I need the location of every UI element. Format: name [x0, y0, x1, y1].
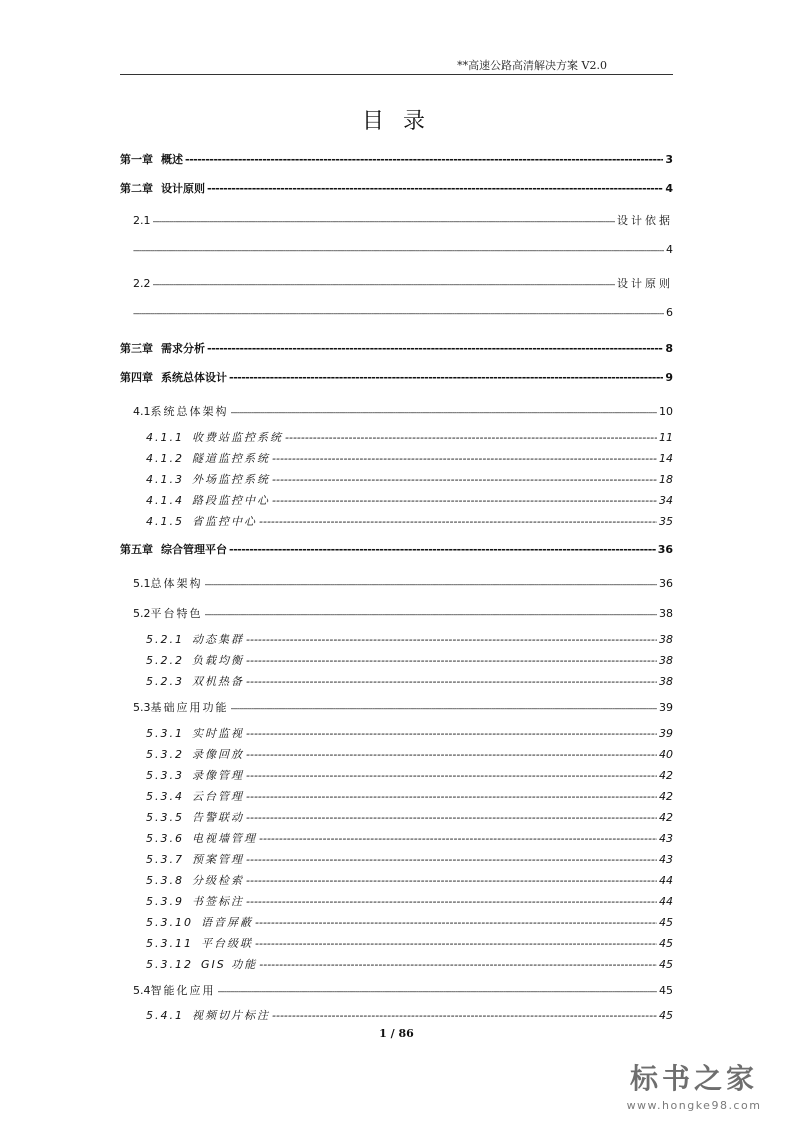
- toc-entry[interactable]: [146, 471, 673, 487]
- toc-entry-number: 4.1: [133, 405, 151, 418]
- toc-entry-number: 5.3.3: [146, 769, 184, 782]
- toc-entry[interactable]: [120, 151, 673, 167]
- toc-dot-leader: [229, 543, 656, 556]
- toc-entry-label: 省监控中心: [192, 515, 257, 528]
- toc-dot-leader: [246, 811, 657, 824]
- toc-entry-page: 18: [659, 473, 673, 486]
- watermark-logo: [609, 1057, 779, 1112]
- toc-entry-page: 45: [659, 958, 673, 971]
- toc-entry-page: 42: [659, 811, 673, 824]
- toc-entry-number: 4.1.4: [146, 494, 184, 507]
- toc-entry[interactable]: [120, 180, 673, 196]
- toc-entry[interactable]: [146, 652, 673, 668]
- watermark-brand: 标书之家: [629, 1062, 758, 1095]
- toc-entry-number: 第一章: [120, 153, 153, 166]
- toc-dot-leader: [272, 494, 657, 507]
- toc-entry-number: 4.1.5: [146, 515, 184, 528]
- toc-entry-number: 5.3.12: [146, 958, 193, 971]
- toc-entry-label: 双机热备: [192, 675, 244, 688]
- toc-entry-number: 4.1.2: [146, 452, 184, 465]
- toc-dot-leader: [259, 832, 657, 845]
- toc-dot-leader: [246, 654, 657, 667]
- toc-entry-number: 5.2: [133, 607, 151, 620]
- toc-entry-page: 40: [659, 748, 673, 761]
- toc-entry-label: 隧道监控系统: [192, 452, 270, 465]
- toc-entry[interactable]: [146, 935, 673, 951]
- toc-entry[interactable]: [146, 830, 673, 846]
- toc-entry-page: 3: [665, 153, 673, 166]
- toc-entry-number: 5.3.1: [146, 727, 184, 740]
- toc-entry[interactable]: [146, 513, 673, 529]
- toc-entry[interactable]: [120, 369, 673, 385]
- toc-entry-label: 外场监控系统: [192, 473, 270, 486]
- toc-dot-leader: [153, 280, 616, 289]
- toc-entry-number: 4.1.3: [146, 473, 184, 486]
- toc-dot-leader: [255, 916, 657, 929]
- toc-entry-number: 5.4.1: [146, 1009, 184, 1022]
- toc-dot-leader: [255, 937, 657, 950]
- toc-entry-label: 录像管理: [192, 769, 244, 782]
- toc-dot-leader: [246, 748, 657, 761]
- toc-entry-page: 39: [659, 701, 673, 714]
- toc-entry[interactable]: [146, 956, 673, 972]
- toc-entry[interactable]: [146, 767, 673, 783]
- toc-entry-continuation[interactable]: [133, 243, 673, 256]
- toc-entry[interactable]: [146, 631, 673, 647]
- toc-entry-page: 8: [665, 342, 673, 355]
- toc-dot-leader: [272, 1009, 657, 1022]
- toc-dot-leader: [133, 309, 664, 318]
- toc-dot-leader: [207, 342, 663, 355]
- toc-dot-leader: [246, 790, 657, 803]
- toc-entry-label: 实时监视: [192, 727, 244, 740]
- toc-title: 目 录: [362, 109, 431, 134]
- toc-dot-leader: [229, 371, 663, 384]
- toc-entry-label: 智能化应用: [150, 984, 216, 997]
- toc-dot-leader: [259, 515, 657, 528]
- toc-entry-label: 电视墙管理: [192, 832, 257, 845]
- toc-entry[interactable]: [146, 746, 673, 762]
- toc-entry-label: 设计依据: [617, 214, 673, 227]
- toc-entry-page: 6: [666, 306, 673, 319]
- toc-entry[interactable]: [133, 403, 673, 419]
- toc-entry-number: 第二章: [120, 182, 153, 195]
- toc-entry[interactable]: [146, 725, 673, 741]
- toc-entry-label: 录像回放: [192, 748, 244, 761]
- toc-entry-label: 告警联动: [192, 811, 244, 824]
- toc-dot-leader: [246, 727, 657, 740]
- toc-entry-label: 负载均衡: [192, 654, 244, 667]
- toc-entry-label: 动态集群: [192, 633, 244, 646]
- toc-entry-number: 第四章: [120, 371, 153, 384]
- toc-dot-leader: [207, 182, 663, 195]
- toc-entry[interactable]: [133, 699, 673, 715]
- toc-dot-leader: [285, 431, 657, 444]
- toc-entry-number: 5.2.1: [146, 633, 184, 646]
- toc-dot-leader: [133, 246, 664, 255]
- toc-entry[interactable]: [120, 541, 673, 557]
- toc-entry-page: 39: [659, 727, 673, 740]
- toc-entry-page: 4: [666, 243, 673, 256]
- toc-entry-number: 5.3.7: [146, 853, 184, 866]
- toc-entry-label: 云台管理: [192, 790, 244, 803]
- toc-entry-continuation[interactable]: [133, 306, 673, 319]
- toc-dot-leader: [272, 473, 657, 486]
- toc-entry-label: 总体架构: [150, 577, 203, 590]
- toc-entry[interactable]: [146, 450, 673, 466]
- toc-entry-label: 路段监控中心: [192, 494, 270, 507]
- toc-entry-number: 5.3.9: [146, 895, 184, 908]
- toc-entry-number: 5.3.5: [146, 811, 184, 824]
- toc-entry-page: 10: [659, 405, 673, 418]
- toc-entry-page: 9: [665, 371, 673, 384]
- toc-entry[interactable]: [133, 275, 673, 291]
- header-rule: [120, 74, 673, 75]
- toc-entry-page: 45: [659, 1009, 673, 1022]
- toc-entry[interactable]: [120, 340, 673, 356]
- toc-entry-page: 38: [659, 633, 673, 646]
- toc-entry[interactable]: [146, 429, 673, 445]
- toc-entry-label: 设计原则: [617, 277, 673, 290]
- toc-entry-label: 视频切片标注: [192, 1009, 270, 1022]
- toc-entry[interactable]: [146, 673, 673, 689]
- toc-dot-leader: [231, 704, 658, 713]
- toc-entry-label: 系统总体架构: [150, 405, 229, 418]
- running-header: **高速公路高清解决方案 V2.0: [457, 59, 607, 72]
- toc-entry[interactable]: [146, 788, 673, 804]
- toc-entry-label: 基础应用功能: [150, 701, 229, 714]
- toc-entry-label: 平台级联: [201, 937, 253, 950]
- toc-entry-page: 38: [659, 675, 673, 688]
- toc-entry-page: 42: [659, 790, 673, 803]
- toc-entry-number: 5.3.2: [146, 748, 184, 761]
- toc-entry-label: 综合管理平台: [161, 543, 227, 556]
- toc-entry-number: 5.3.10: [146, 916, 193, 929]
- toc-entry[interactable]: [146, 893, 673, 909]
- toc-dot-leader: [205, 610, 658, 619]
- toc-entry-page: 4: [665, 182, 673, 195]
- page-indicator: 1 / 86: [379, 1027, 414, 1040]
- toc-entry-number: 第五章: [120, 543, 153, 556]
- toc-entry-page: 35: [659, 515, 673, 528]
- toc-entry-number: 5.3.6: [146, 832, 184, 845]
- toc-entry-number: 5.3.4: [146, 790, 184, 803]
- toc-entry-number: 2.1: [133, 214, 151, 227]
- toc-entry-page: 44: [659, 895, 673, 908]
- toc-entry-page: 45: [659, 984, 673, 997]
- toc-entry-page: 11: [659, 431, 673, 444]
- toc-entry[interactable]: [133, 982, 673, 998]
- toc-dot-leader: [218, 987, 658, 996]
- toc-dot-leader: [205, 580, 658, 589]
- toc-entry[interactable]: [146, 872, 673, 888]
- toc-entry-page: 42: [659, 769, 673, 782]
- toc-entry-page: 43: [659, 853, 673, 866]
- toc-entry[interactable]: [146, 492, 673, 508]
- toc-entry-page: 14: [659, 452, 673, 465]
- toc-entry-label: 分级检索: [192, 874, 244, 887]
- toc-entry-page: 44: [659, 874, 673, 887]
- toc-entry-number: 5.2.3: [146, 675, 184, 688]
- toc-dot-leader: [246, 675, 657, 688]
- toc-entry[interactable]: [133, 212, 673, 228]
- toc-entry-label: 书签标注: [192, 895, 244, 908]
- toc-entry-page: 34: [659, 494, 673, 507]
- toc-entry-label: 需求分析: [161, 342, 205, 355]
- toc-dot-leader: [185, 153, 663, 166]
- toc-entry[interactable]: [146, 914, 673, 930]
- toc-entry-page: 36: [657, 543, 673, 556]
- toc-entry-page: 38: [659, 607, 673, 620]
- toc-entry-page: 36: [659, 577, 673, 590]
- toc-dot-leader: [259, 958, 657, 971]
- toc-entry-number: 5.3.11: [146, 937, 193, 950]
- toc-entry-number: 2.2: [133, 277, 151, 290]
- toc-entry[interactable]: [146, 1007, 673, 1023]
- toc-dot-leader: [153, 217, 616, 226]
- toc-entry-label: 预案管理: [192, 853, 244, 866]
- toc-entry-number: 4.1.1: [146, 431, 184, 444]
- toc-dot-leader: [246, 633, 657, 646]
- toc-entry-label: 系统总体设计: [161, 371, 227, 384]
- toc-dot-leader: [246, 874, 657, 887]
- toc-entry-page: 45: [659, 937, 673, 950]
- watermark-url: www.hongke98.com: [626, 1099, 762, 1112]
- toc-entry-page: 38: [659, 654, 673, 667]
- toc-entry-label: 概述: [161, 153, 183, 166]
- toc-dot-leader: [246, 769, 657, 782]
- toc-dot-leader: [246, 895, 657, 908]
- toc-entry[interactable]: [146, 809, 673, 825]
- toc-dot-leader: [231, 408, 658, 417]
- toc-entry-number: 5.3.8: [146, 874, 184, 887]
- toc-entry-number: 第三章: [120, 342, 153, 355]
- toc-entry[interactable]: [133, 575, 673, 591]
- toc-entry-label: 语音屏蔽: [201, 916, 253, 929]
- toc-dot-leader: [246, 853, 657, 866]
- toc-entry-label: 平台特色: [150, 607, 203, 620]
- toc-entry-label: GIS 功能: [201, 958, 258, 971]
- toc-entry[interactable]: [133, 605, 673, 621]
- toc-entry-number: 5.1: [133, 577, 151, 590]
- toc-entry-number: 5.4: [133, 984, 151, 997]
- toc-entry-label: 设计原则: [161, 182, 205, 195]
- toc-entry-number: 5.3: [133, 701, 151, 714]
- toc-entry-page: 45: [659, 916, 673, 929]
- toc-dot-leader: [272, 452, 657, 465]
- toc-entry-page: 43: [659, 832, 673, 845]
- toc-entry[interactable]: [146, 851, 673, 867]
- toc-entry-number: 5.2.2: [146, 654, 184, 667]
- toc-entry-label: 收费站监控系统: [192, 431, 283, 444]
